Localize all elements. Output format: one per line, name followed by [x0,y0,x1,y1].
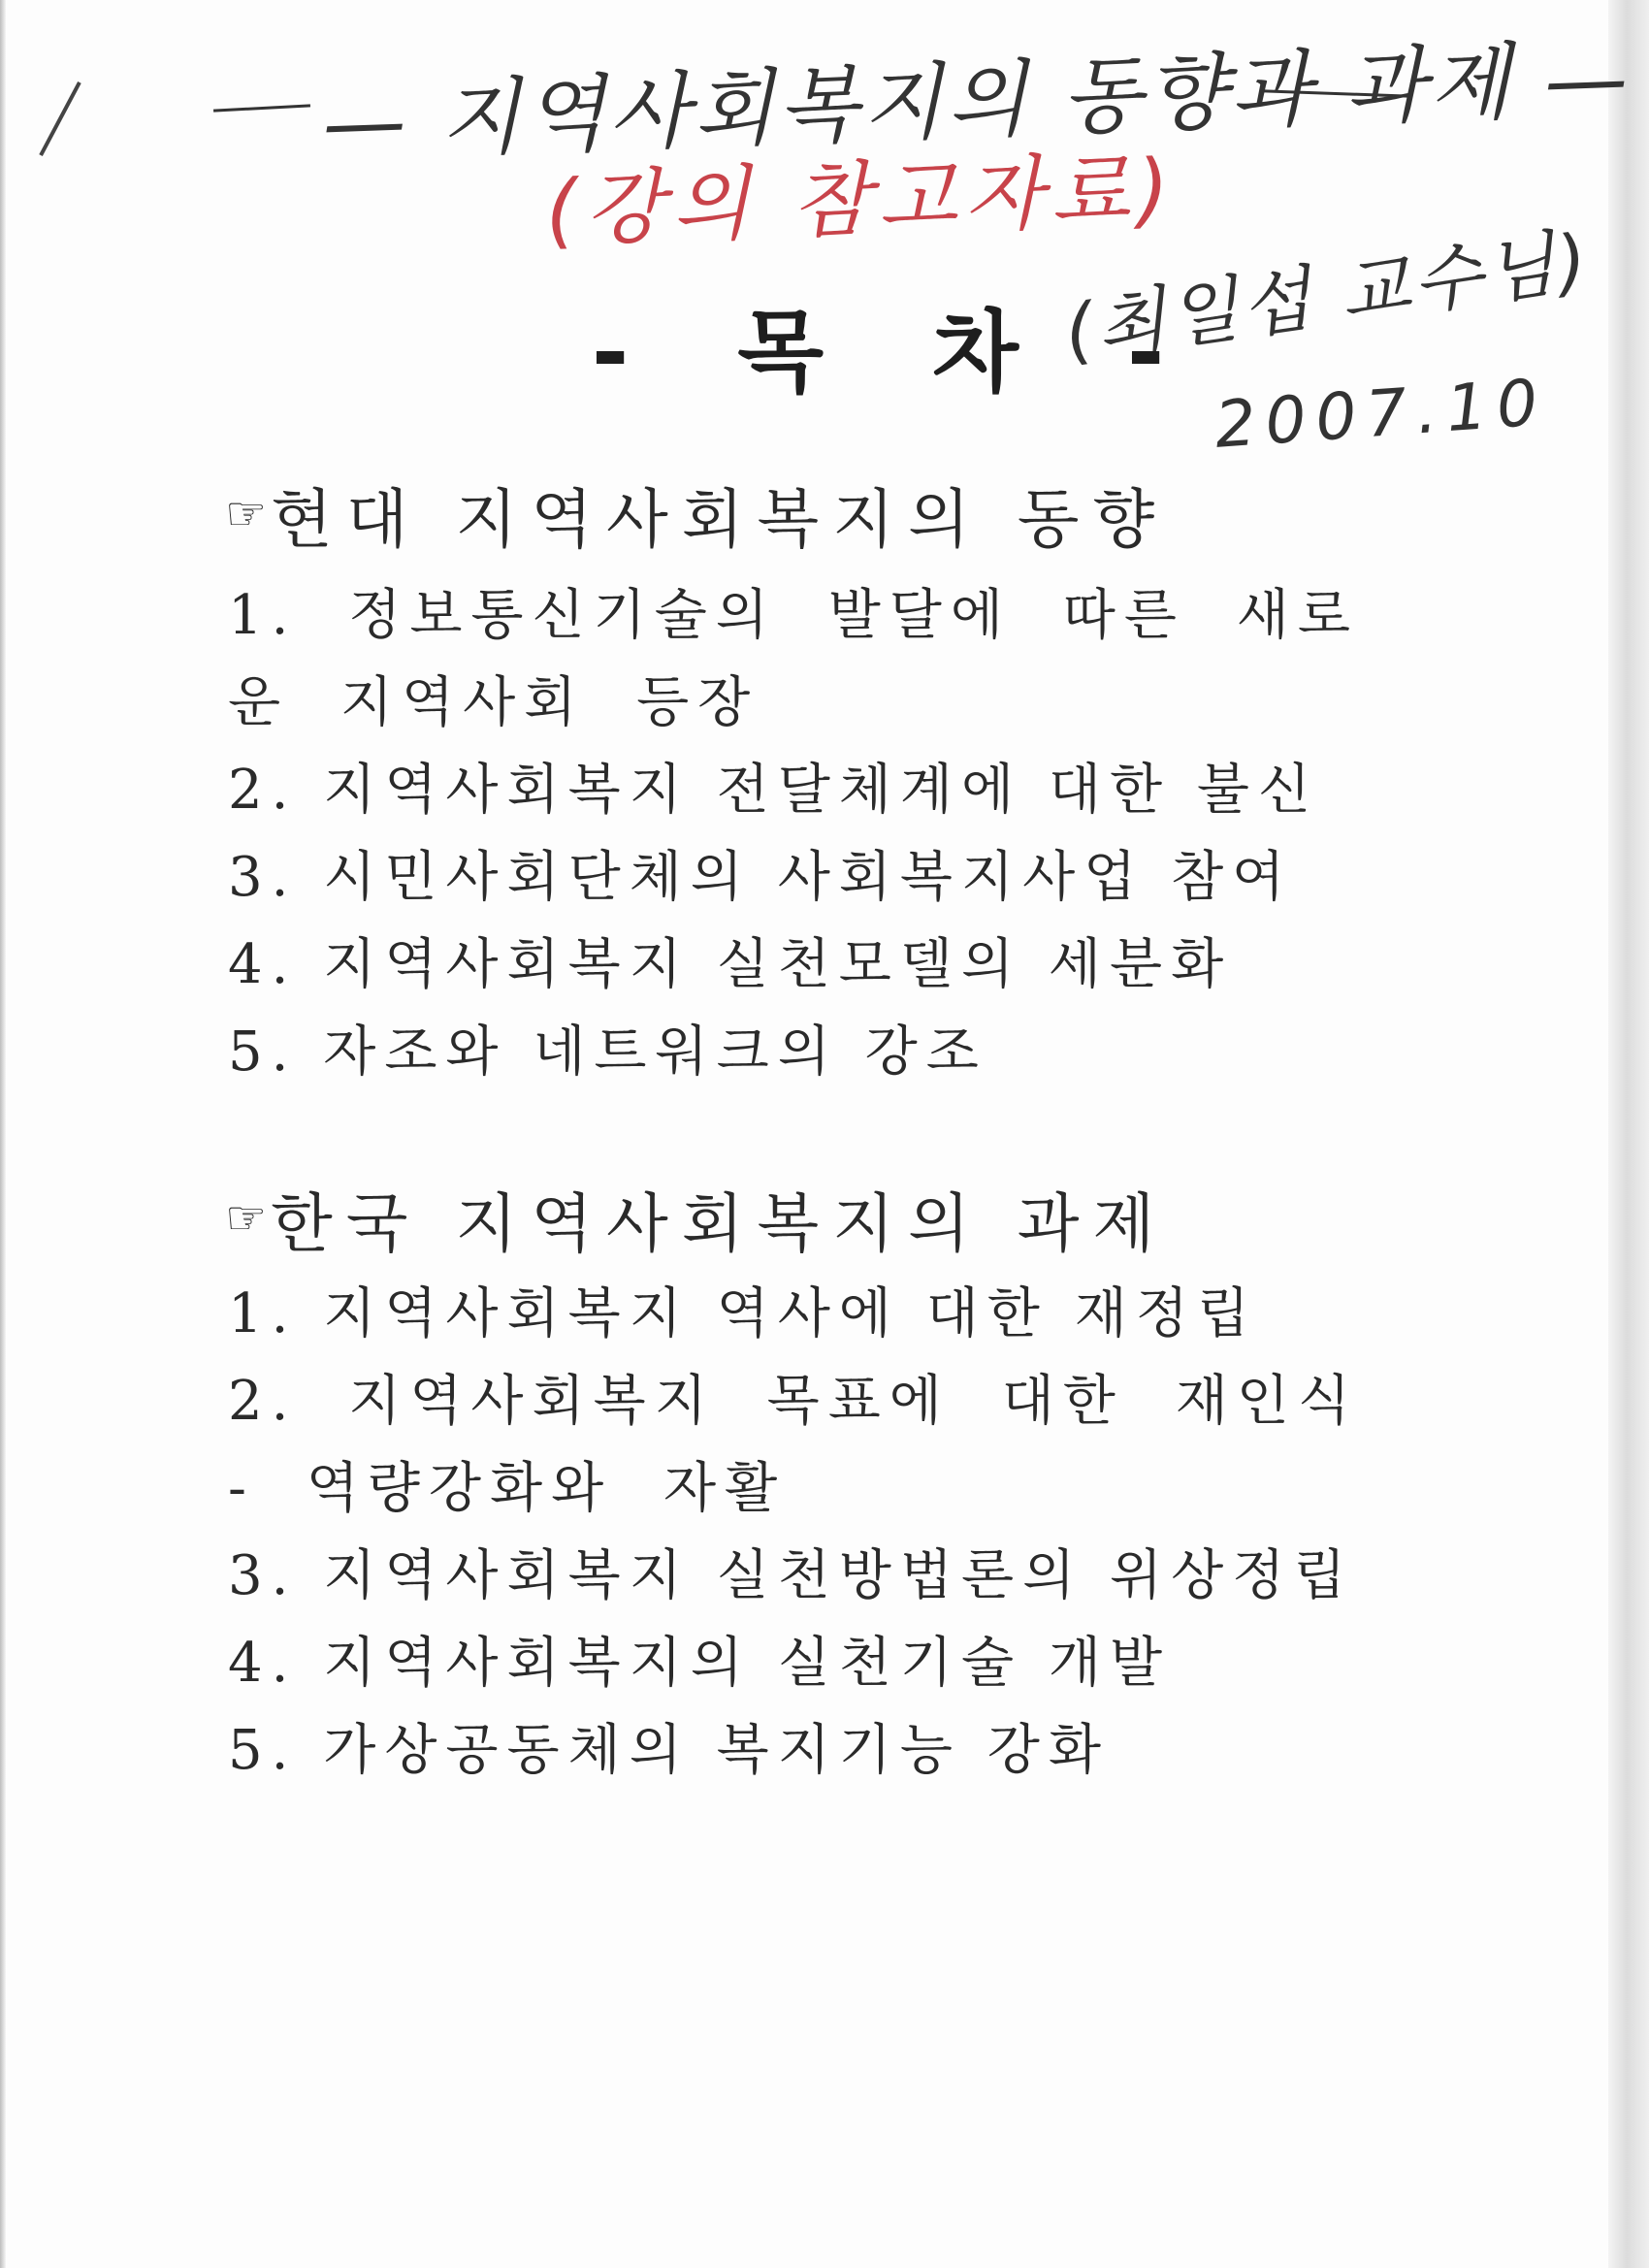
list-item: 4. 지역사회복지 실천모델의 세분화 [228,933,1233,996]
list-item: 3. 지역사회복지 실천방법론의 위상정립 [228,1544,1355,1607]
handwritten-dash-left [213,104,310,112]
list-item: 2. 지역사회복지 전달체계에 대한 불신 [228,759,1320,822]
list-item: 5. 가상공동체의 복지기능 강화 [228,1719,1110,1782]
handwritten-date: 2007.10 [1212,365,1550,463]
scan-edge-right [1608,0,1649,2268]
handwritten-subtitle: (강의 참고자료) [543,141,1179,258]
handwritten-slash-mark [39,81,81,156]
handwritten-title: — 지역사회복지의 동향과 과제 — [320,29,1633,173]
section-heading-tasks [225,1172,1168,1264]
list-item: 3. 시민사회단체의 사회복지사업 참여 [228,846,1294,909]
list-item: 4. 지역사회복지의 실천기술 개발 [228,1632,1172,1695]
section-heading-trends [225,468,1168,560]
list-item: 5. 자조와 네트워크의 강조 [228,1021,987,1084]
toc-title: - 목 차 - [592,301,1204,405]
section-heading-text: 한국 지역사회복지의 과제 [271,1186,1169,1261]
scan-edge-left [0,0,6,2268]
pointing-hand-icon: ☞ [225,1190,268,1246]
list-item: 2. 지역사회복지 목표에 대한 재인식 - 역량강화와 자활 [228,1370,1359,1520]
list-item: 1. 지역사회복지 역사에 대한 재정립 [228,1282,1258,1345]
list-item: 1. 정보통신기술의 발달에 따른 새로운 지역사회 등장 [228,584,1359,734]
pointing-hand-icon: ☞ [225,486,268,541]
section-heading-text: 현대 지역사회복지의 동향 [271,482,1169,557]
handwritten-author: (최일섭 교수님) [1059,217,1597,375]
